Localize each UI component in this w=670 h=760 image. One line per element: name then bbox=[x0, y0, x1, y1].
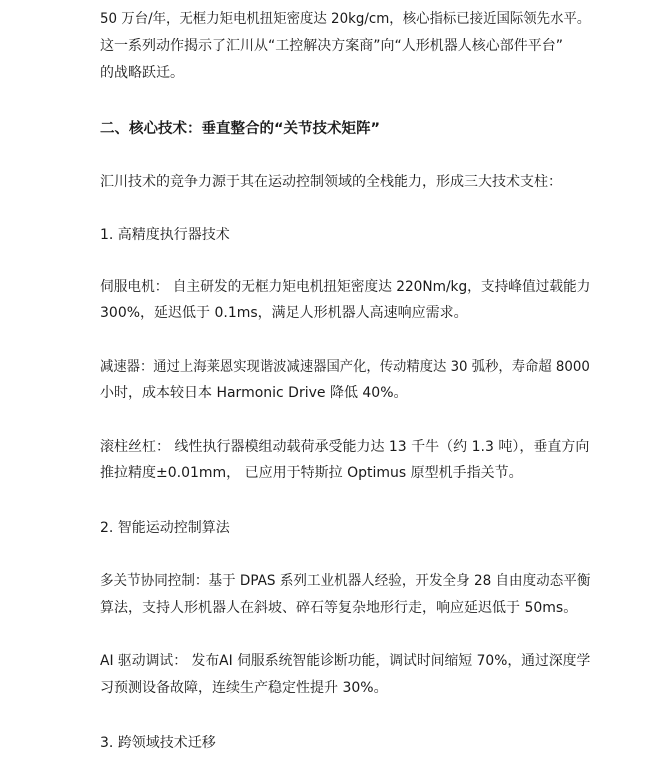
multi-joint-control-line-1: 多关节协同控制：基于 DPAS 系列工业机器人经验，开发全身 28 自由度动态平衡 bbox=[100, 573, 591, 589]
subsection-2-heading: 2. 智能运动控制算法 bbox=[100, 520, 230, 536]
section-2-lead: 汇川技术的竞争力源于其在运动控制领域的全栈能力，形成三大技术支柱： bbox=[100, 174, 562, 190]
multi-joint-control-line-2: 算法，支持人形机器人在斜坡、碎石等复杂地形行走，响应延迟低于 50ms。 bbox=[100, 600, 578, 616]
intro-line-3: 的战略跃迁。 bbox=[100, 65, 184, 81]
section-2-heading: 二、核心技术：垂直整合的“关节技术矩阵” bbox=[100, 121, 381, 137]
intro-line-1: 50 万台/年，无框力矩电机扭矩密度达 20kg/cm，核心指标已接近国际领先水平。 bbox=[100, 11, 591, 27]
roller-screw-line-1: 滚柱丝杠： 线性执行器模组动载荷承受能力达 13 千牛（约 1.3 吨），垂直方向 bbox=[100, 439, 590, 455]
subsection-3-heading: 3. 跨领域技术迁移 bbox=[100, 735, 216, 751]
reducer-line-1: 减速器：通过上海莱恩实现谐波减速器国产化，传动精度达 30 弧秒，寿命超 8000 bbox=[100, 359, 590, 375]
subsection-1-heading: 1. 高精度执行器技术 bbox=[100, 227, 230, 243]
reducer-line-2: 小时，成本较日本 Harmonic Drive 降低 40%。 bbox=[100, 385, 408, 401]
servo-motor-line-2: 300%，延迟低于 0.1ms，满足人形机器人高速响应需求。 bbox=[100, 305, 468, 321]
ai-debug-line-2: 习预测设备故障，连续生产稳定性提升 30%。 bbox=[100, 680, 388, 696]
roller-screw-line-2: 推拉精度±0.01mm， 已应用于特斯拉 Optimus 原型机手指关节。 bbox=[100, 465, 523, 481]
servo-motor-line-1: 伺服电机： 自主研发的无框力矩电机扭矩密度达 220Nm/kg，支持峰值过载能力 bbox=[100, 279, 591, 295]
ai-debug-line-1: AI 驱动调试： 发布AI 伺服系统智能诊断功能，调试时间缩短 70%，通过深度学 bbox=[100, 653, 591, 669]
intro-line-2: 这一系列动作揭示了汇川从“工控解决方案商”向“人形机器人核心部件平台” bbox=[100, 38, 564, 54]
